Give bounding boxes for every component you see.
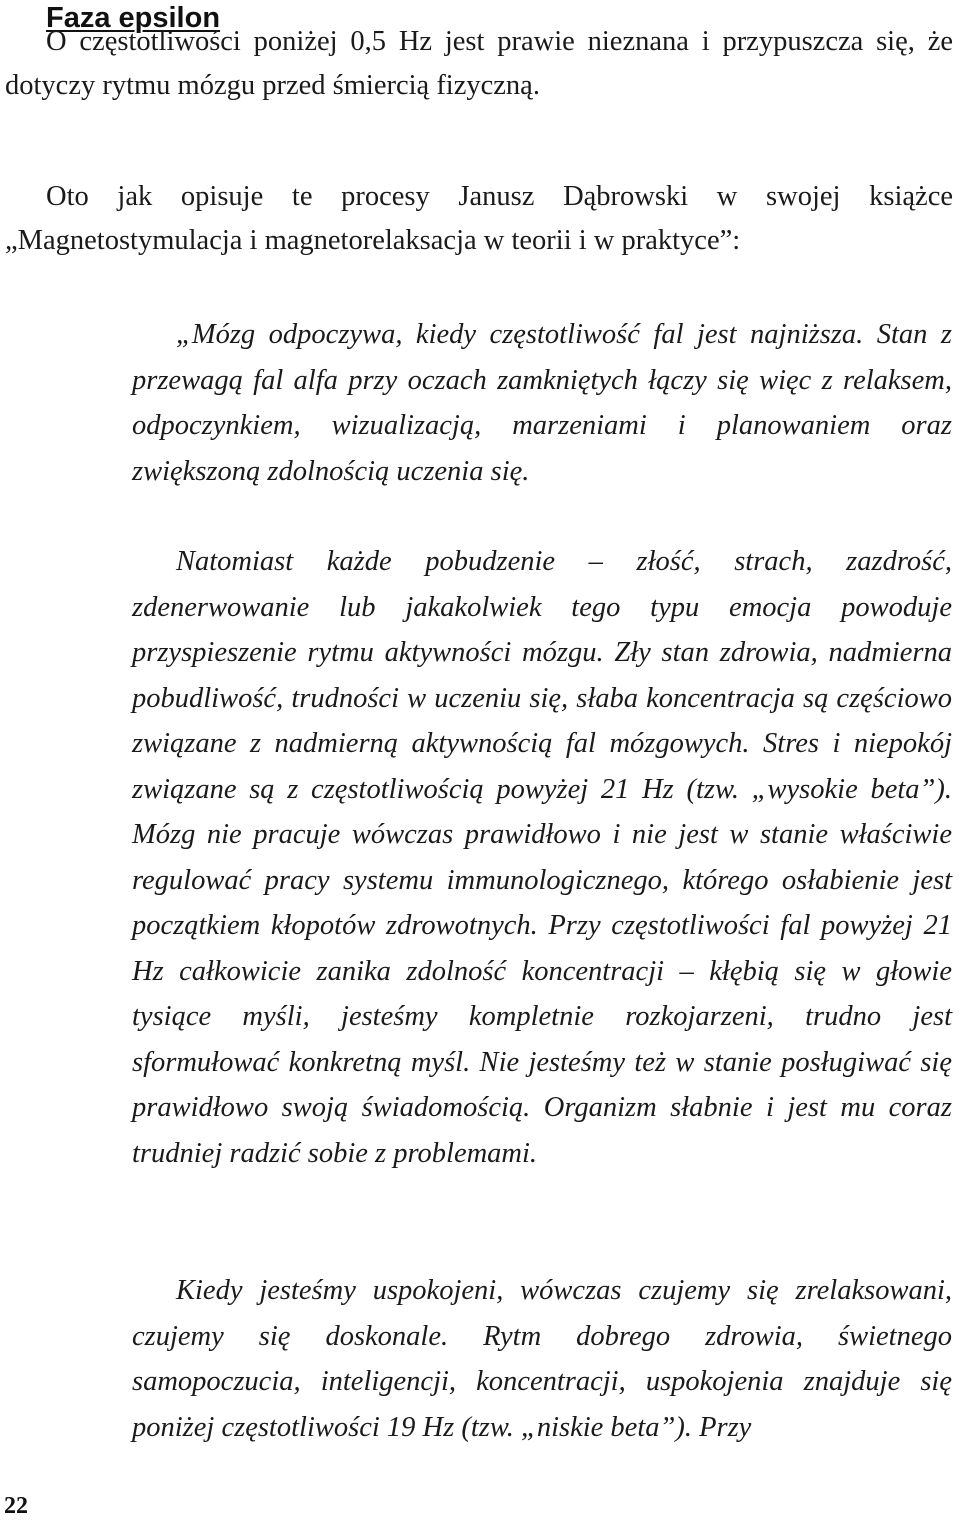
section-heading: Faza epsilon: [46, 2, 221, 34]
quote-paragraph: Kiedy jesteśmy uspokojeni, wówczas czujemy się zrelaksowani, czujemy się doskonale. Rytm dobrego zdrowia, świetnego samopoczucia, inteligencji, koncentracji, uspokojenia znajduje się poniżej częstotliwości 19 Hz (tzw. „niskie beta”). Przy: [132, 1275, 952, 1443]
quote-paragraph: Natomiast każde pobudzenie – złość, strach, zazdrość, zdenerwowanie lub jakakolwiek tego typu emocja powoduje przyspieszenie rytmu aktywności mózgu. Zły stan zdrowia, nadmierna pobudliwość, trudności w uczeniu się, słaba koncentracja są częściowo związane z nadmierną aktywnością fal mózgowych. Stres i niepokój związane są z częstotliwością powyżej 21 Hz (tzw. „wysokie beta”). Mózg nie pracuje wówczas prawidłowo i nie jest w stanie właściwie regulować pracy systemu immunologicznego, którego osłabienie jest początkiem kłopotów zdrowotnych. Przy częstotliwości fal powyżej 21 Hz całkowicie zanika zdolność koncentracji – kłębią się w głowie tysiące myśli, jesteśmy kompletnie rozkojarzeni, trudno jest sformułować konkretną myśl. Nie jesteśmy też w stanie posługiwać się prawidłowo swoją świadomością. Organizm słabnie i jest mu coraz trudniej radzić sobie z problemami.: [132, 546, 952, 1169]
intro-paragraph: O częstotliwości poniżej 0,5 Hz jest prawie nieznana i przypuszcza się, że dotyczy rytmu mózgu przed śmiercią fizyczną.: [5, 26, 953, 101]
intro-paragraph: Oto jak opisuje te procesy Janusz Dąbrowski w swojej książce „Magnetostymulacja i magnetorelaksacja w teorii i w praktyce”:: [5, 181, 953, 256]
quote-paragraph: „Mózg odpoczywa, kiedy częstotliwość fal jest najniższa. Stan z przewagą fal alfa przy oczach zamkniętych łączy się więc z relaksem, odpoczynkiem, wizualizacją, marzeniami i planowaniem oraz zwiększoną zdolnością uczenia się.: [132, 319, 952, 487]
page-number: 22: [4, 1493, 28, 1519]
